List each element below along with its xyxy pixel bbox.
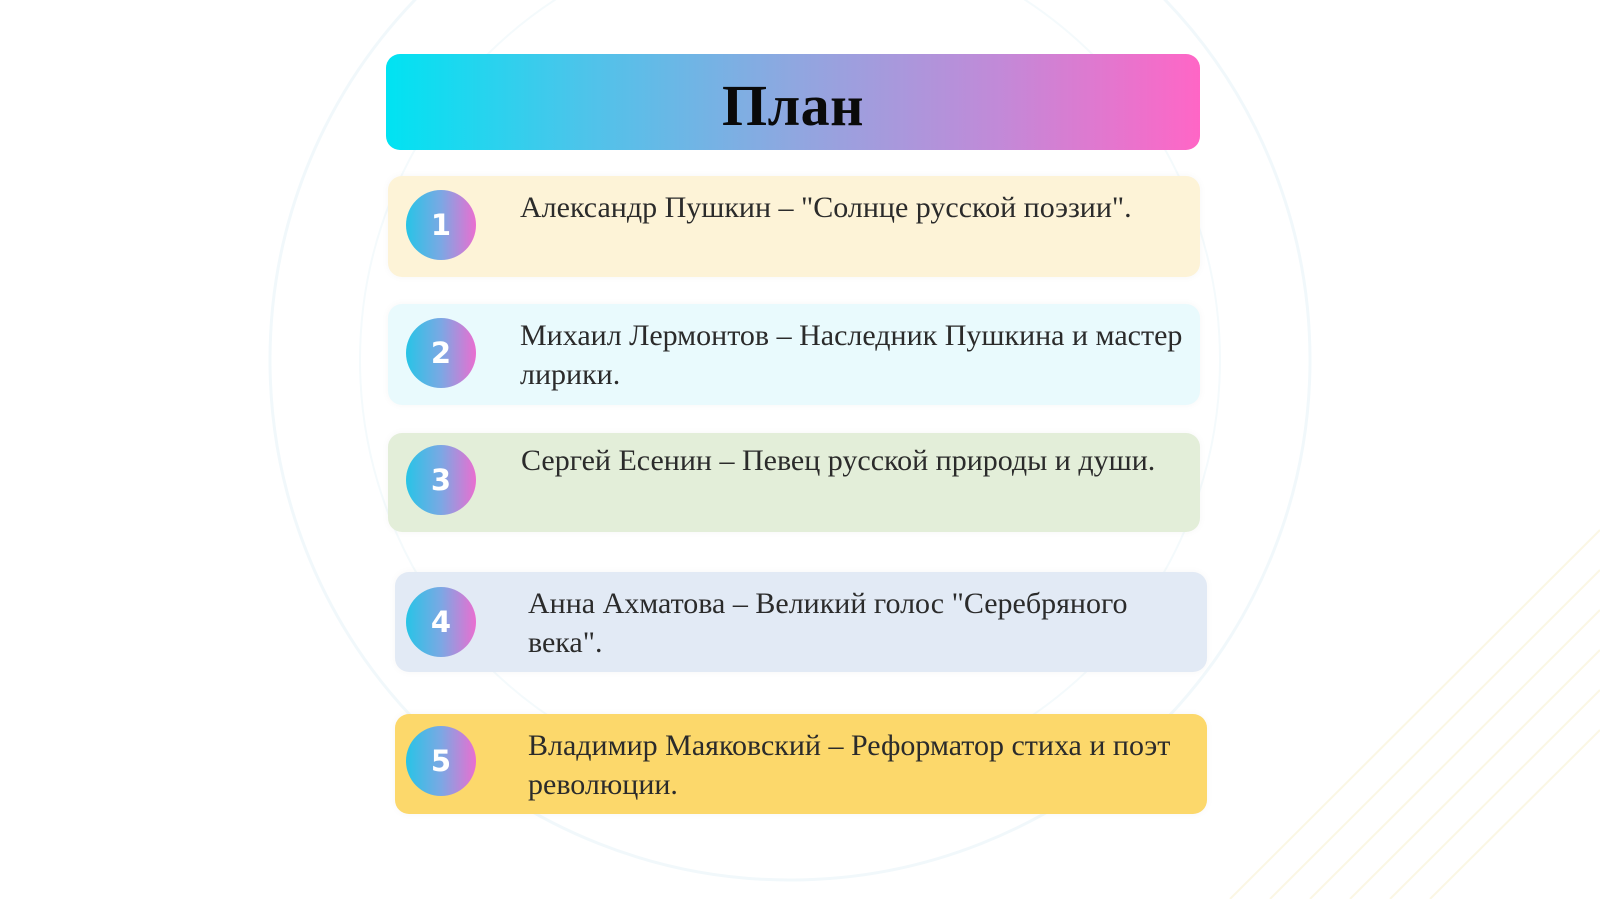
number-badge: 3 bbox=[406, 445, 476, 515]
plan-item-text: Анна Ахматова – Великий голос "Серебряного века". bbox=[528, 587, 1128, 659]
plan-item-2 bbox=[388, 304, 1200, 405]
plan-item-4 bbox=[395, 572, 1207, 672]
number-badge: 4 bbox=[406, 587, 476, 657]
plan-item-text: Владимир Маяковский – Реформатор стиха и поэт революции. bbox=[528, 729, 1171, 801]
plan-item-5 bbox=[395, 714, 1207, 814]
title-banner bbox=[386, 54, 1200, 150]
number-badge: 5 bbox=[406, 726, 476, 796]
number-badge: 2 bbox=[406, 318, 476, 388]
plan-item-3 bbox=[388, 433, 1200, 532]
number-badge: 1 bbox=[406, 190, 476, 260]
plan-item-text: Сергей Есенин – Певец русской природы и души. bbox=[521, 444, 1156, 477]
plan-item-1 bbox=[388, 176, 1200, 277]
plan-item-text: Александр Пушкин – "Солнце русской поэзии". bbox=[520, 191, 1132, 224]
slide-title: План bbox=[721, 72, 865, 138]
plan-item-text: Михаил Лермонтов – Наследник Пушкина и мастер лирики. bbox=[520, 319, 1183, 391]
